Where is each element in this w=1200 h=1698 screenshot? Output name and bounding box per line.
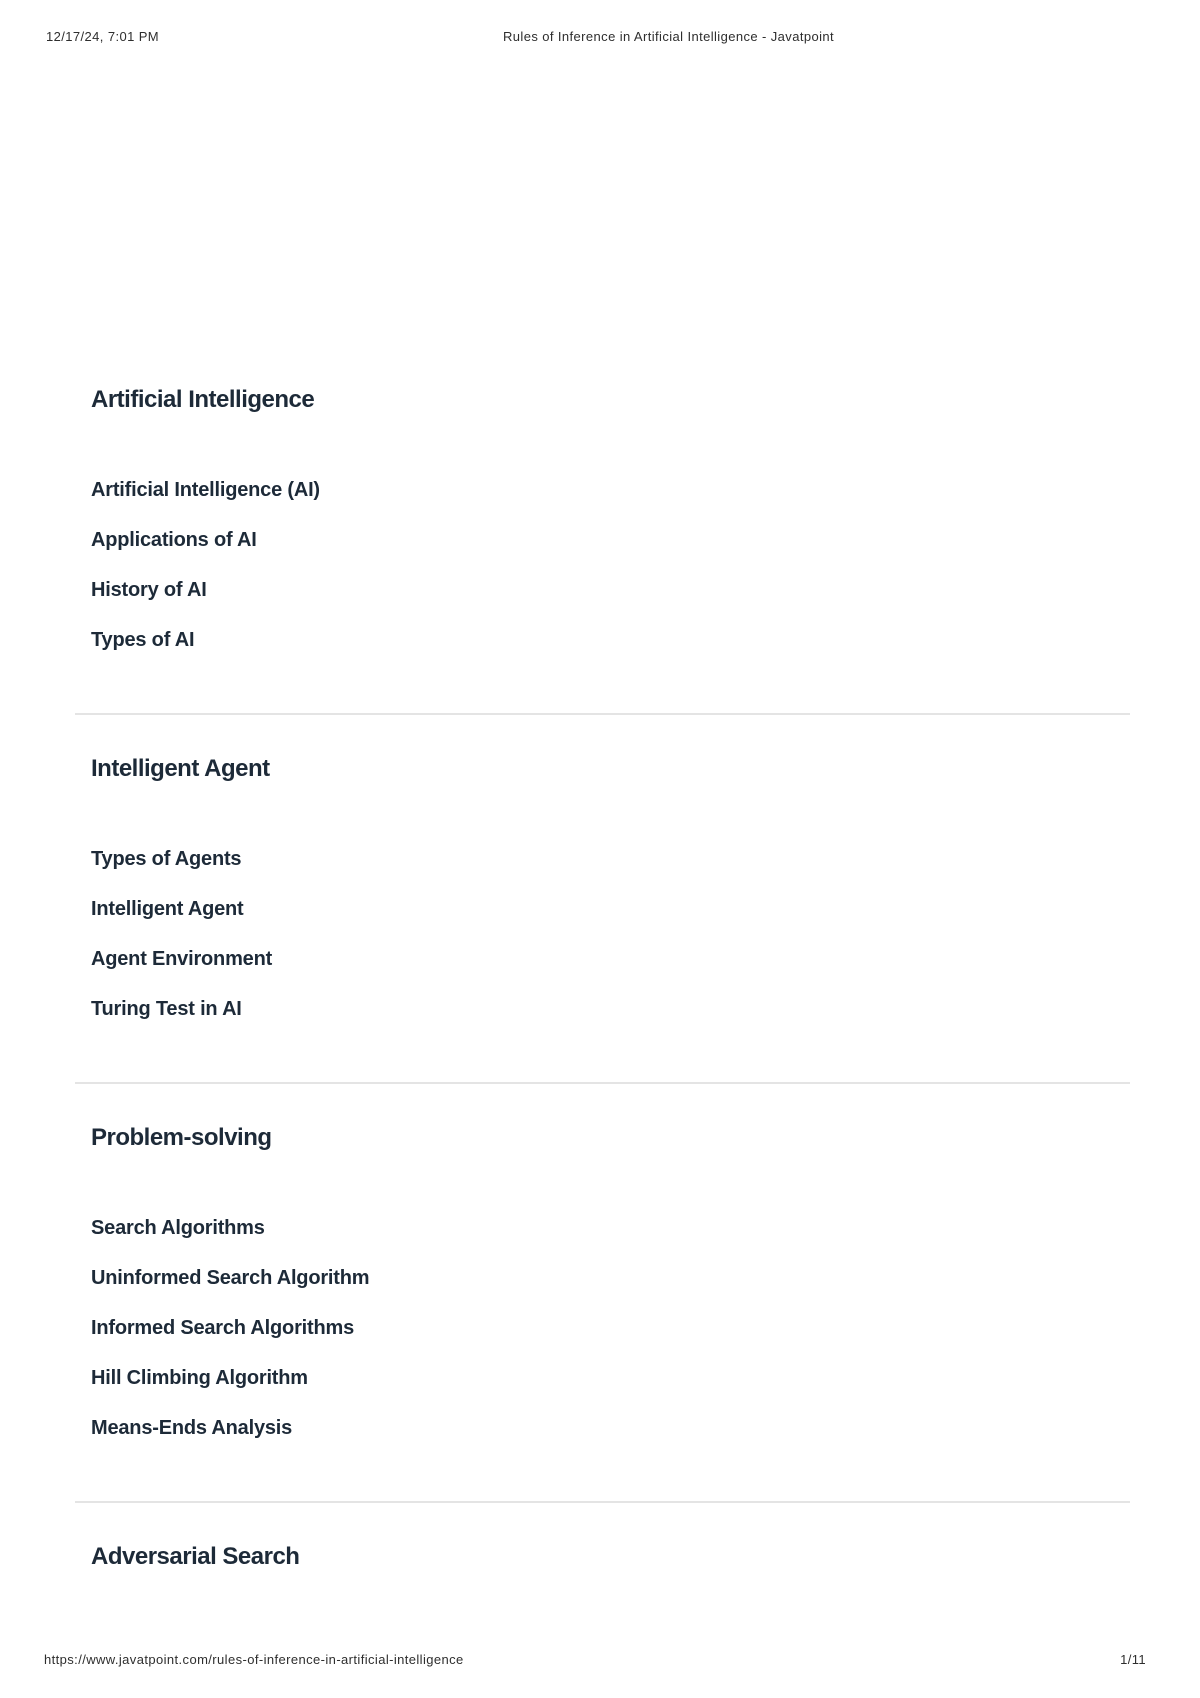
nav-link-uninformed-search-algorithm[interactable]: Uninformed Search Algorithm	[91, 1267, 370, 1289]
nav-list	[75, 465, 1130, 665]
nav-section-intelligent-agent	[75, 752, 1130, 1034]
nav-link-types-of-ai[interactable]: Types of AI	[91, 629, 195, 651]
nav-link-applications-of-ai[interactable]: Applications of AI	[91, 529, 257, 551]
print-footer-url: https://www.javatpoint.com/rules-of-inference-in-artificial-intelligence	[44, 1652, 464, 1667]
sidebar-nav-content	[75, 0, 1130, 1574]
nav-link-means-ends-analysis[interactable]: Means-Ends Analysis	[91, 1417, 293, 1439]
nav-link-search-algorithms[interactable]: Search Algorithms	[91, 1217, 265, 1239]
section-title: Intelligent Agent	[91, 755, 270, 782]
section-title: Artificial Intelligence	[91, 386, 315, 413]
nav-link-hill-climbing-algorithm[interactable]: Hill Climbing Algorithm	[91, 1367, 308, 1389]
nav-section-adversarial-search	[75, 1540, 1130, 1574]
nav-link-turing-test-in-ai[interactable]: Turing Test in AI	[91, 998, 242, 1020]
nav-link-agent-environment[interactable]: Agent Environment	[91, 948, 273, 970]
nav-link-informed-search-algorithms[interactable]: Informed Search Algorithms	[91, 1317, 354, 1339]
print-header-datetime: 12/17/24, 7:01 PM	[46, 29, 160, 44]
section-divider	[75, 1082, 1130, 1084]
nav-link-artificial-intelligence-ai[interactable]: Artificial Intelligence (AI)	[91, 479, 320, 501]
print-header-title: Rules of Inference in Artificial Intelligence - Javatpoint	[503, 29, 835, 44]
nav-list	[75, 1203, 1130, 1453]
section-title: Problem-solving	[91, 1124, 272, 1151]
section-divider	[75, 1501, 1130, 1503]
nav-link-intelligent-agent[interactable]: Intelligent Agent	[91, 898, 244, 920]
nav-section-artificial-intelligence	[75, 383, 1130, 665]
print-footer-page-indicator: 1/11	[1120, 1652, 1146, 1667]
section-title: Adversarial Search	[91, 1543, 300, 1570]
nav-section-problem-solving	[75, 1121, 1130, 1453]
nav-link-history-of-ai[interactable]: History of AI	[91, 579, 207, 601]
nav-link-types-of-agents[interactable]: Types of Agents	[91, 848, 242, 870]
section-divider	[75, 713, 1130, 715]
nav-list	[75, 834, 1130, 1034]
